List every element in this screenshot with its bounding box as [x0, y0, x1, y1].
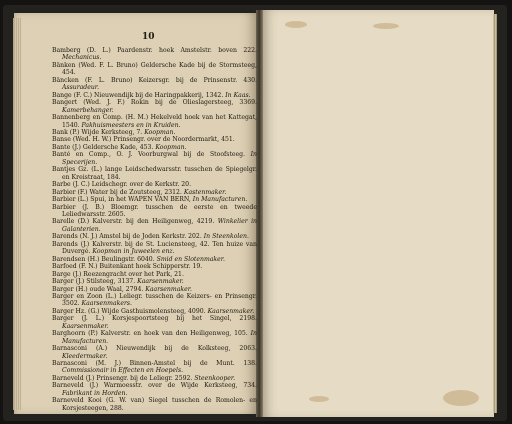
- entry-text: Barbier (L.) Spui, in het WAPEN VAN BERN,: [52, 196, 191, 204]
- directory-entry: [52, 241, 257, 256]
- directory-entry: [52, 330, 257, 345]
- entry-occupation: Koopman.: [155, 143, 187, 151]
- entry-text: Barger Hz. (G.) Wijde Gasthuismolensteeg, 4090.: [52, 307, 206, 315]
- book-gutter: [256, 10, 263, 417]
- entry-occupation: In Manufacturen.: [192, 196, 248, 204]
- entry-text: Banté en Comp., O. J. Voorburgwal bij de Stoofsteeg.: [52, 151, 246, 159]
- entry-occupation: Kleedermaker.: [62, 352, 108, 360]
- entry-text: Barfoed (F. N.) Buitenkant hoek Schipperstr. 19.: [52, 263, 203, 271]
- entry-text: Barnasconi (M. J.) Binnen-Amstel bij de Munt. 138.: [52, 360, 257, 368]
- entry-text: Bannenberg en Comp. (H. M.) Hekelveld hoek van het Kattegat, 1540.: [52, 114, 257, 129]
- directory-entry: [52, 129, 257, 136]
- entry-text: Barge (J.) Reezengracht over het Park, 21.: [52, 270, 184, 278]
- entry-text: Bamberg (D. L.) Paardenstr. hoek Amstelstr. boven 222.: [52, 47, 257, 54]
- entry-text: Barneveld (J.) Prinsengr. bij de Leliegr. 2592.: [52, 374, 193, 382]
- entry-occupation: Kaarsenmaker.: [207, 307, 255, 315]
- entry-text: Bante (J.) Geldersche Kade, 453.: [52, 143, 154, 151]
- page-number: 10: [142, 32, 155, 42]
- directory-entry: [52, 278, 257, 285]
- directory-entry: [52, 233, 257, 240]
- directory-entry: [52, 136, 257, 143]
- entry-occupation: Smid en Slotenmaker.: [156, 255, 226, 263]
- directory-entry: [52, 286, 257, 293]
- directory-entry: [52, 144, 257, 151]
- entry-occupation: In Specerijen.: [62, 151, 258, 166]
- directory-entry: [52, 151, 257, 166]
- directory-entry: [52, 204, 257, 219]
- directory-entry: [52, 77, 257, 92]
- directory-entry: [52, 271, 257, 278]
- foxing-stain: [309, 396, 329, 402]
- directory-entry: [52, 47, 257, 62]
- entry-occupation: Kaarsenmaker.: [62, 322, 109, 330]
- entry-occupation: In Steenkolen.: [203, 233, 249, 241]
- entry-text: Bank (P.) Wijde Kerksteeg, 7.: [52, 128, 143, 136]
- entry-text: Banse (Wed. H. W.) Prinsengr. over de Noordermarkt, 451.: [52, 136, 235, 144]
- entry-text: Barends (J.) Kalverstr. bij de St. Luciensteeg, 42. Ten huize van Duvergé.: [52, 240, 257, 256]
- directory-entry: [52, 345, 257, 360]
- directory-entry: [52, 92, 257, 99]
- entry-occupation: Koopman in Juweelen enz.: [92, 248, 175, 256]
- entry-text: Bantjes Gz. (L.) lange Leidschedwarsstr. tusschen de Spiegelgr. en Kreistraat, 184.: [52, 166, 257, 181]
- entry-text: Barelle (D.) Kalverstr. bij den Heiligenweg, 4219.: [52, 218, 215, 226]
- right-page: [261, 10, 494, 417]
- directory-entries: [52, 47, 257, 412]
- entry-text: Barger (H.) oude Waal, 2794.: [52, 285, 144, 293]
- entry-text: Barghoorn (P.) Kalverstr. en hoek van den Heiligenweg, 105.: [52, 330, 248, 338]
- entry-occupation: Mechanicus.: [62, 54, 102, 62]
- directory-entry: [52, 166, 257, 181]
- entry-text: Barger (J.) Stilsteeg, 3137.: [52, 278, 136, 286]
- foxing-stain: [373, 23, 399, 29]
- directory-entry: [52, 256, 257, 263]
- directory-entry: [52, 189, 257, 196]
- entry-text: Barendsen (H.) Beulingstr. 6040.: [52, 255, 155, 263]
- entry-occupation: Steenkooper.: [194, 374, 236, 382]
- entry-occupation: Kastenmaker.: [183, 188, 227, 196]
- left-page-edges: [13, 18, 21, 410]
- entry-text: Barbe (J. C.) Leidschegr. over de Kerkstr. 20.: [52, 181, 192, 189]
- entry-text: Barneveld Kooi (G. W. van) Siegel tusschen de Romolen- en Korsjesteegen, 288.: [52, 397, 257, 412]
- entry-text: Barbier (F.) Water bij de Zoutsteeg, 2312.: [52, 188, 182, 196]
- entry-occupation: In Manufacturen.: [62, 330, 257, 345]
- directory-entry: [52, 62, 257, 77]
- foxing-stain: [443, 390, 479, 406]
- entry-text: Barends (N. J.) Amstel bij de Joden Kerkstr. 202.: [52, 233, 202, 241]
- directory-entry: [52, 196, 257, 203]
- directory-entry: [52, 293, 257, 308]
- entry-occupation: Kaarsenmaker.: [137, 278, 184, 286]
- entry-occupation: Koopman.: [144, 128, 176, 136]
- entry-text: Barnasconi (A.) Nieuwendijk bij de Kolksteeg, 2063.: [52, 345, 257, 353]
- entry-text: Barger en Zoon (L.) Leliegr. tusschen de Keizers- en Prinsengr. 3502.: [52, 292, 257, 308]
- directory-entry: [52, 114, 257, 129]
- entry-occupation: Assuradeur.: [62, 84, 100, 92]
- entry-occupation: Pakhuismeesters en in Kruiden.: [81, 121, 181, 129]
- entry-text: Barbier (J. B.) Bloemgr. tusschen de eerste en tweede Leliedwarsstr. 2605.: [52, 203, 257, 218]
- entry-text: Barger (J. L.) Korsjespoortsteeg bij het Singel, 2198.: [52, 315, 257, 323]
- directory-entry: [52, 263, 257, 270]
- entry-occupation: Kamerbehanger.: [62, 106, 114, 114]
- directory-entry: [52, 308, 257, 315]
- directory-entry: [52, 397, 257, 412]
- entry-text: Barneveld (J.) Warmoesstr. over de Wijde Kerksteeg, 734.: [52, 382, 257, 390]
- entry-occupation: Commissionair in Effecten en Hoepels.: [62, 367, 184, 375]
- entry-text: Bänken (Wed. F. L. Bruno) Geldersche Kade bij de Stormsteeg, 454.: [52, 61, 257, 77]
- entry-text: Bange (F. C.) Nieuwendijk bij de Haringpakkerij, 1342.: [52, 91, 224, 99]
- directory-entry: [52, 218, 257, 233]
- right-page-edges: [493, 14, 497, 413]
- entry-occupation: In Kaas.: [225, 91, 251, 99]
- directory-entry: [52, 375, 257, 382]
- directory-entry: [52, 360, 257, 375]
- directory-entry: [52, 315, 257, 330]
- entry-occupation: Kaarsenmaker.: [145, 285, 192, 293]
- entry-occupation: Fabrikant in Horden.: [62, 389, 128, 397]
- entry-occupation: Winkelier in Galanterien.: [62, 218, 257, 233]
- foxing-stain: [285, 21, 307, 28]
- directory-entry: [52, 382, 257, 397]
- entry-text: Bangert (Wed. J. F.) Rokin bij de Olieslagersteeg, 3369.: [52, 99, 257, 107]
- directory-entry: [52, 99, 257, 114]
- entry-occupation: Kaarsenmakers.: [81, 300, 133, 308]
- entry-text: Bäncken (F. L. Bruno) Keizersgr. bij de Prinsenstr. 430.: [52, 76, 257, 84]
- directory-entry: [52, 181, 257, 188]
